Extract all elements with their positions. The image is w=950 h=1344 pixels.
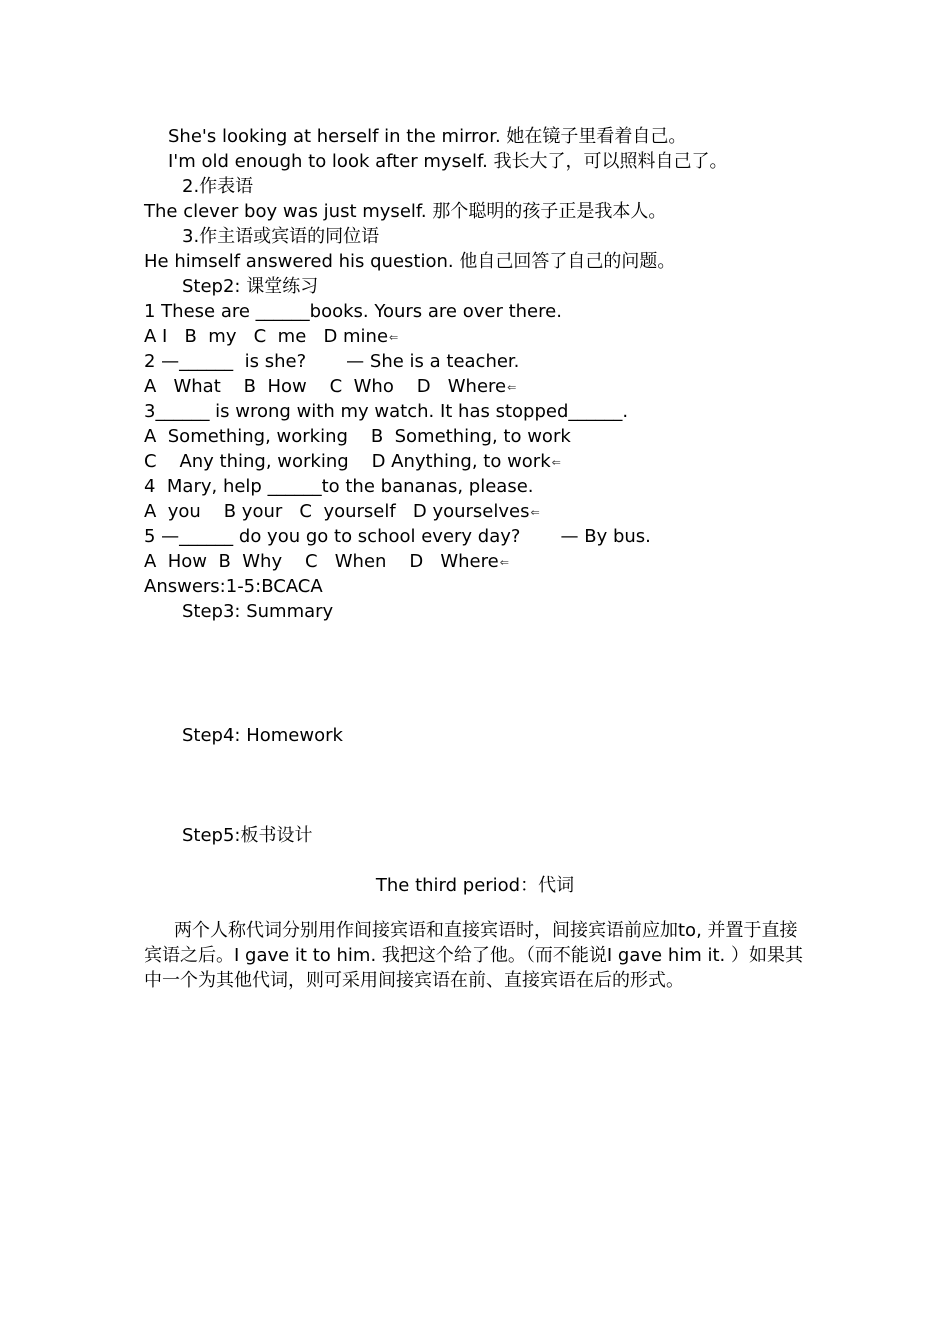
question-5: 5 —______ do you go to school every day? — By bus. [144, 526, 651, 547]
answers: Answers:1-5:BCACA [144, 576, 323, 597]
paragraph-mark-icon: ⇐ [551, 455, 561, 469]
question-4: 4 Mary, help ______to the bananas, please. [144, 476, 534, 497]
example-predicative: The clever boy was just myself. 那个聪明的孩子正是我本人。 [144, 201, 667, 222]
step2-heading: Step2: 课堂练习 [182, 276, 319, 297]
section-title: The third period：代词 [375, 875, 575, 896]
paragraph-mark-icon: ⇐ [530, 505, 540, 519]
question-3: 3______ is wrong with my watch. It has stopped______. [144, 401, 629, 422]
step3-heading: Step3: Summary [182, 601, 334, 622]
options-3-cd: C Any thing, working D Anything, to work⇐ [144, 451, 561, 472]
question-2: 2 —______ is she? — She is a teacher. [144, 351, 520, 372]
options-1: A I B my C me D mine⇐ [144, 326, 399, 347]
options-3-ab: A Something, working B Something, to work [144, 426, 571, 447]
question-1: 1 These are ______books. Yours are over there. [144, 301, 562, 322]
step4-heading: Step4: Homework [182, 725, 343, 746]
heading-appositive: 3.作主语或宾语的同位语 [182, 226, 380, 247]
paragraph-mark-icon: ⇐ [507, 380, 517, 394]
options-4: A you B your C yourself D yourselves⇐ [144, 501, 540, 522]
step5-heading: Step5:板书设计 [182, 825, 313, 846]
pronoun-rule-paragraph: 两个人称代词分别用作间接宾语和直接宾语时，间接宾语前应加to, 并置于直接宾语之后。I gave it to him. 我把这个给了他。（而不能说I gave him it. ）如果其中一个为其他代词，则可采用间接宾语在前、直接宾语在后的形式。 [144, 920, 803, 991]
example-myself: I'm old enough to look after myself. 我长大了，可以照料自己了。 [168, 151, 728, 172]
options-5: A How B Why C When D Where⇐ [144, 551, 509, 572]
options-2: A What B How C Who D Where⇐ [144, 376, 517, 397]
heading-predicative: 2.作表语 [182, 176, 254, 197]
example-herself: She's looking at herself in the mirror. 她在镜子里看着自己。 [168, 126, 687, 147]
example-appositive: He himself answered his question. 他自己回答了自己的问题。 [144, 251, 676, 272]
paragraph-mark-icon: ⇐ [389, 330, 399, 344]
paragraph-mark-icon: ⇐ [499, 555, 509, 569]
